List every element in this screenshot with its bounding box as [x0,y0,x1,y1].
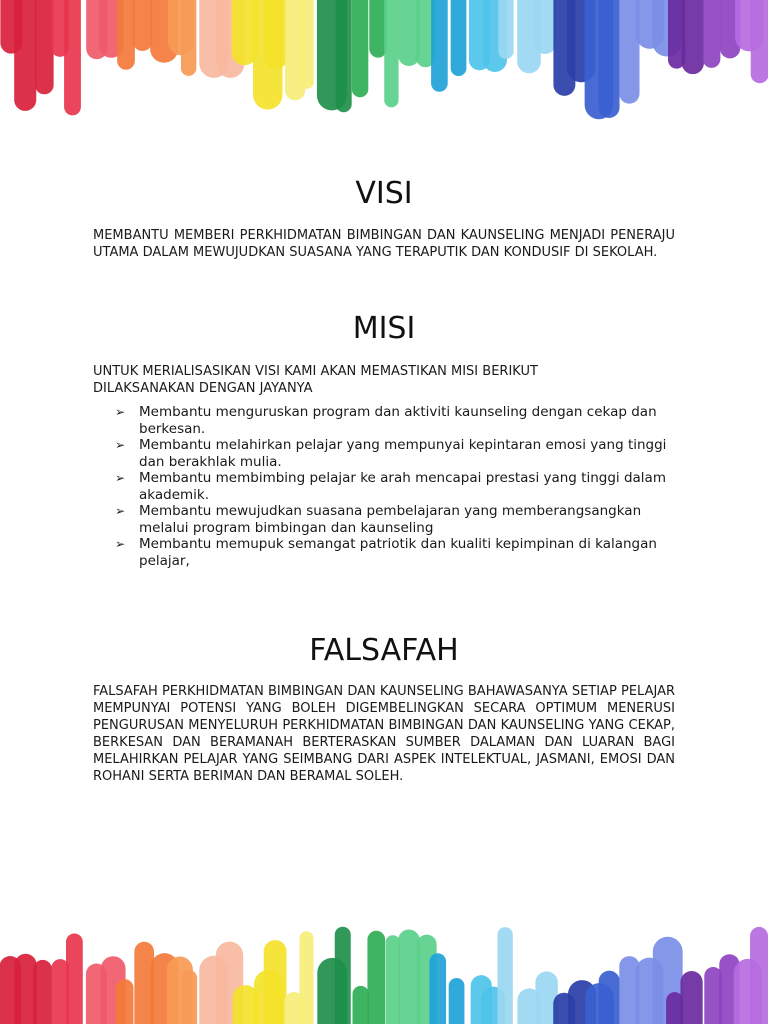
paint-drip [384,0,398,107]
paint-stroke [352,986,368,1024]
paint-drip [498,0,513,59]
arrow-bullet-icon: ➢ [115,405,126,419]
top-paint-drips-decoration [0,0,768,125]
arrow-bullet-icon: ➢ [115,438,126,452]
paint-drip [703,0,721,68]
misi-intro: UNTUK MERIALISASIKAN VISI KAMI AKAN MEMASTIKAN MISI BERIKUT DILAKSANAKAN DENGAN JAYANYA [93,364,538,396]
paint-drip [682,0,704,74]
bottom-paint-strokes-decoration [0,905,768,1024]
falsafah-title: FALSAFAH [309,633,459,668]
paint-drip [300,0,314,89]
paint-stroke [429,953,446,1024]
misi-item: ➢ Membantu melahirkan pelajar yang mempunyai kepintaran emosi yang tinggi dan berakhlak mulia. [115,437,667,470]
paint-stroke [680,971,702,1024]
paint-drip [431,0,448,92]
paint-stroke [750,927,768,1024]
paint-stroke [497,927,512,1024]
paint-stroke [299,931,313,1024]
arrow-bullet-icon: ➢ [115,537,126,551]
paint-stroke [398,929,420,1024]
visi-title: VISI [355,176,413,211]
paint-stroke [15,954,37,1024]
paint-stroke [33,960,52,1024]
paint-drip [534,0,556,54]
paint-stroke [66,933,83,1024]
paint-drip [14,0,36,111]
misi-list [115,404,675,570]
misi-item: ➢ Membantu mewujudkan suasana pembelajaran yang memberangsangkan melalui program bimbingan dan kaunseling [115,503,642,536]
paint-stroke [386,935,400,1024]
paint-drip [35,0,54,94]
misi-title: MISI [352,311,416,346]
misi-item: ➢ Membantu memupuk semangat patriotik dan kualiti kepimpinan di kalangan pelajar, [115,536,657,569]
paint-stroke [449,978,465,1024]
arrow-bullet-icon: ➢ [115,471,126,485]
misi-item: ➢ Membantu membimbing pelajar ke arah mencapai prestasi yang tinggi dalam akademik. [115,470,666,503]
paint-drip [451,0,467,76]
paint-stroke [182,970,197,1024]
paint-stroke [599,971,620,1024]
paint-drip [64,0,81,115]
paint-drip [181,0,196,76]
paint-stroke [367,931,385,1024]
falsafah-text: FALSAFAH PERKHIDMATAN BIMBINGAN DAN KAUNSELING BAHAWASANYA SETIAP PELAJAR MEMPUNYAI POTENSI YANG BOLEH DIGEMBELINGKAN SECARA OPTIMUM MENERUSI PENGURUSAN MENYELURUH PERKHIDMATAN BIMBINGAN DAN KAUNSELING YANG CEKAP, BERKESAN DAN BERAMANAH BERTERASKAN SUMBER DALAMAN DAN LUARAN BAGI MELAHIRKAN PELAJAR YANG SEIMBANG DARI ASPEK INTELEKTUAL, JASMANI, EMOSI DAN ROHANI SERTA BERIMAN DAN BERAMAL SOLEH. [93,684,675,784]
paint-stroke [335,927,351,1024]
paint-drip [117,0,135,70]
arrow-bullet-icon: ➢ [115,504,126,518]
misi-item: ➢ Membantu menguruskan program dan aktiviti kaunseling dengan cekap dan berkesan. [115,404,657,437]
paint-drip [598,0,619,118]
paint-drip [751,0,768,83]
paint-drip [352,0,368,97]
paint-drip [264,0,287,69]
paint-stroke [116,979,134,1024]
paint-stroke [264,940,287,1024]
visi-text: MEMBANTU MEMBERI PERKHIDMATAN BIMBINGAN DAN KAUNSELING MENJADI PENERAJU UTAMA DALAM MEWUJUDKAN SUASANA YANG TERAPUTIK DAN KONDUSIF DI SEKOLAH. [93,228,675,260]
paint-drip [336,0,352,112]
paint-drip [133,0,153,51]
